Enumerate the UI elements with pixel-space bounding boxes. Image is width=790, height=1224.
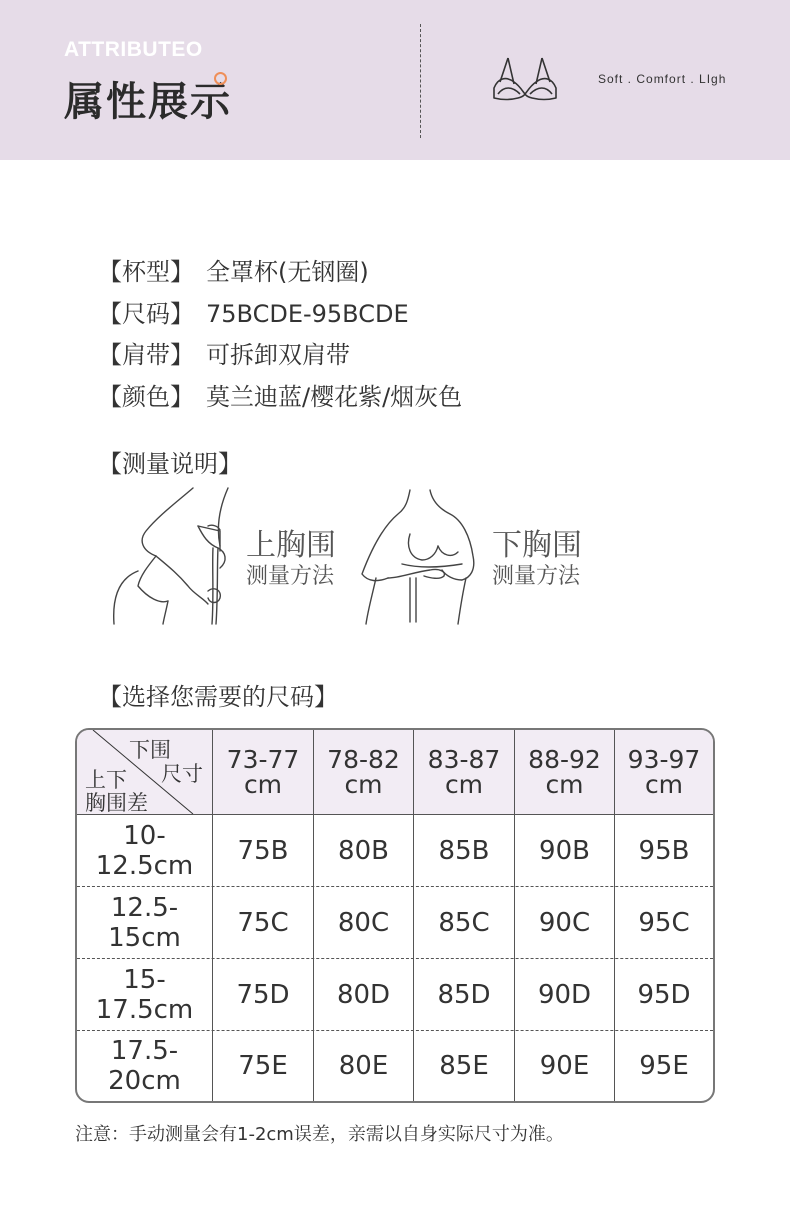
attr-value: 可拆卸双肩带 [206, 341, 350, 369]
corner-label-diff: 胸围差 [85, 791, 148, 815]
tagline: Soft . Comfort . LIgh [598, 72, 727, 86]
col-header [314, 730, 413, 814]
attr-key: 【颜色】 [98, 383, 194, 411]
page-title: 属性展示 [64, 79, 232, 125]
size-cell: 85B [438, 835, 490, 866]
size-cell: 90D [537, 979, 592, 1010]
col-unit: cm [344, 770, 383, 799]
size-cell: 90B [539, 835, 590, 866]
upper-bust-sub: 测量方法 [246, 564, 335, 589]
size-cell: 75D [236, 979, 290, 1010]
corner-label-underbust: 下围 [129, 738, 171, 762]
attr-key: 【肩带】 [98, 341, 194, 369]
upper-bust-label: 上胸围 [246, 528, 336, 563]
measure-heading: 【测量说明】 [98, 450, 242, 478]
col-header [213, 730, 313, 814]
size-table [75, 728, 715, 1103]
col-unit: cm [644, 770, 684, 799]
col-header [615, 730, 713, 814]
attr-value: 75BCDE-95BCDE [206, 300, 409, 328]
attr-value: 莫兰迪蓝/樱花紫/烟灰色 [206, 383, 463, 411]
attr-row-size [98, 294, 409, 329]
row-diff: 10-12.5cm [95, 820, 194, 881]
attr-row-color [98, 377, 462, 412]
size-cell: 80C [337, 907, 390, 938]
row-diff: 12.5-15cm [108, 892, 181, 953]
size-cell: 95E [639, 1051, 689, 1081]
col-unit: cm [444, 770, 484, 799]
attr-key: 【杯型】 [98, 258, 194, 286]
col-range: 73-77 [226, 745, 300, 774]
upper-bust-figure [108, 486, 238, 626]
row-diff: 15-17.5cm [95, 964, 194, 1025]
col-range: 78-82 [327, 745, 400, 774]
attr-row-strap [98, 335, 350, 370]
col-range: 93-97 [627, 745, 701, 774]
size-cell: 75B [237, 835, 289, 866]
bra-icon [490, 54, 560, 104]
header-banner [0, 0, 790, 160]
under-bust-figure [358, 486, 488, 626]
corner-label-updown: 上下 [85, 768, 127, 792]
size-heading: 【选择您需要的尺码】 [98, 683, 338, 711]
size-cell: 75C [237, 907, 289, 938]
attr-row-cup [98, 252, 369, 287]
header-divider [420, 24, 421, 138]
attr-value: 全罩杯(无钢圈) [206, 258, 369, 286]
size-cell: 90C [538, 907, 591, 938]
size-cell: 90E [539, 1051, 590, 1081]
size-cell: 80D [336, 979, 391, 1010]
attr-key: 【尺码】 [98, 300, 194, 328]
col-header [414, 730, 514, 814]
col-range: 88-92 [528, 745, 601, 774]
subtitle-en: ATTRIBUTEO [64, 38, 203, 61]
col-range: 83-87 [427, 745, 501, 774]
size-cell: 85E [439, 1051, 489, 1081]
size-cell: 95D [637, 979, 691, 1010]
under-bust-sub: 测量方法 [492, 564, 581, 589]
accent-circle-icon [214, 72, 227, 85]
size-cell: 80E [338, 1051, 389, 1081]
col-unit: cm [243, 770, 283, 799]
under-bust-label: 下胸围 [492, 528, 582, 563]
size-cell: 95B [638, 835, 690, 866]
corner-label-size: 尺寸 [161, 762, 203, 786]
size-cell: 95C [638, 907, 690, 938]
col-header [515, 730, 614, 814]
measurement-note: 注意：手动测量会有1-2cm误差，亲需以自身实际尺寸为准。 [75, 1124, 564, 1145]
size-cell: 85C [438, 907, 490, 938]
col-unit: cm [545, 770, 584, 799]
size-cell: 75E [238, 1051, 288, 1081]
size-cell: 85D [437, 979, 491, 1010]
size-cell: 80B [338, 835, 389, 866]
row-diff: 17.5-20cm [108, 1036, 181, 1096]
